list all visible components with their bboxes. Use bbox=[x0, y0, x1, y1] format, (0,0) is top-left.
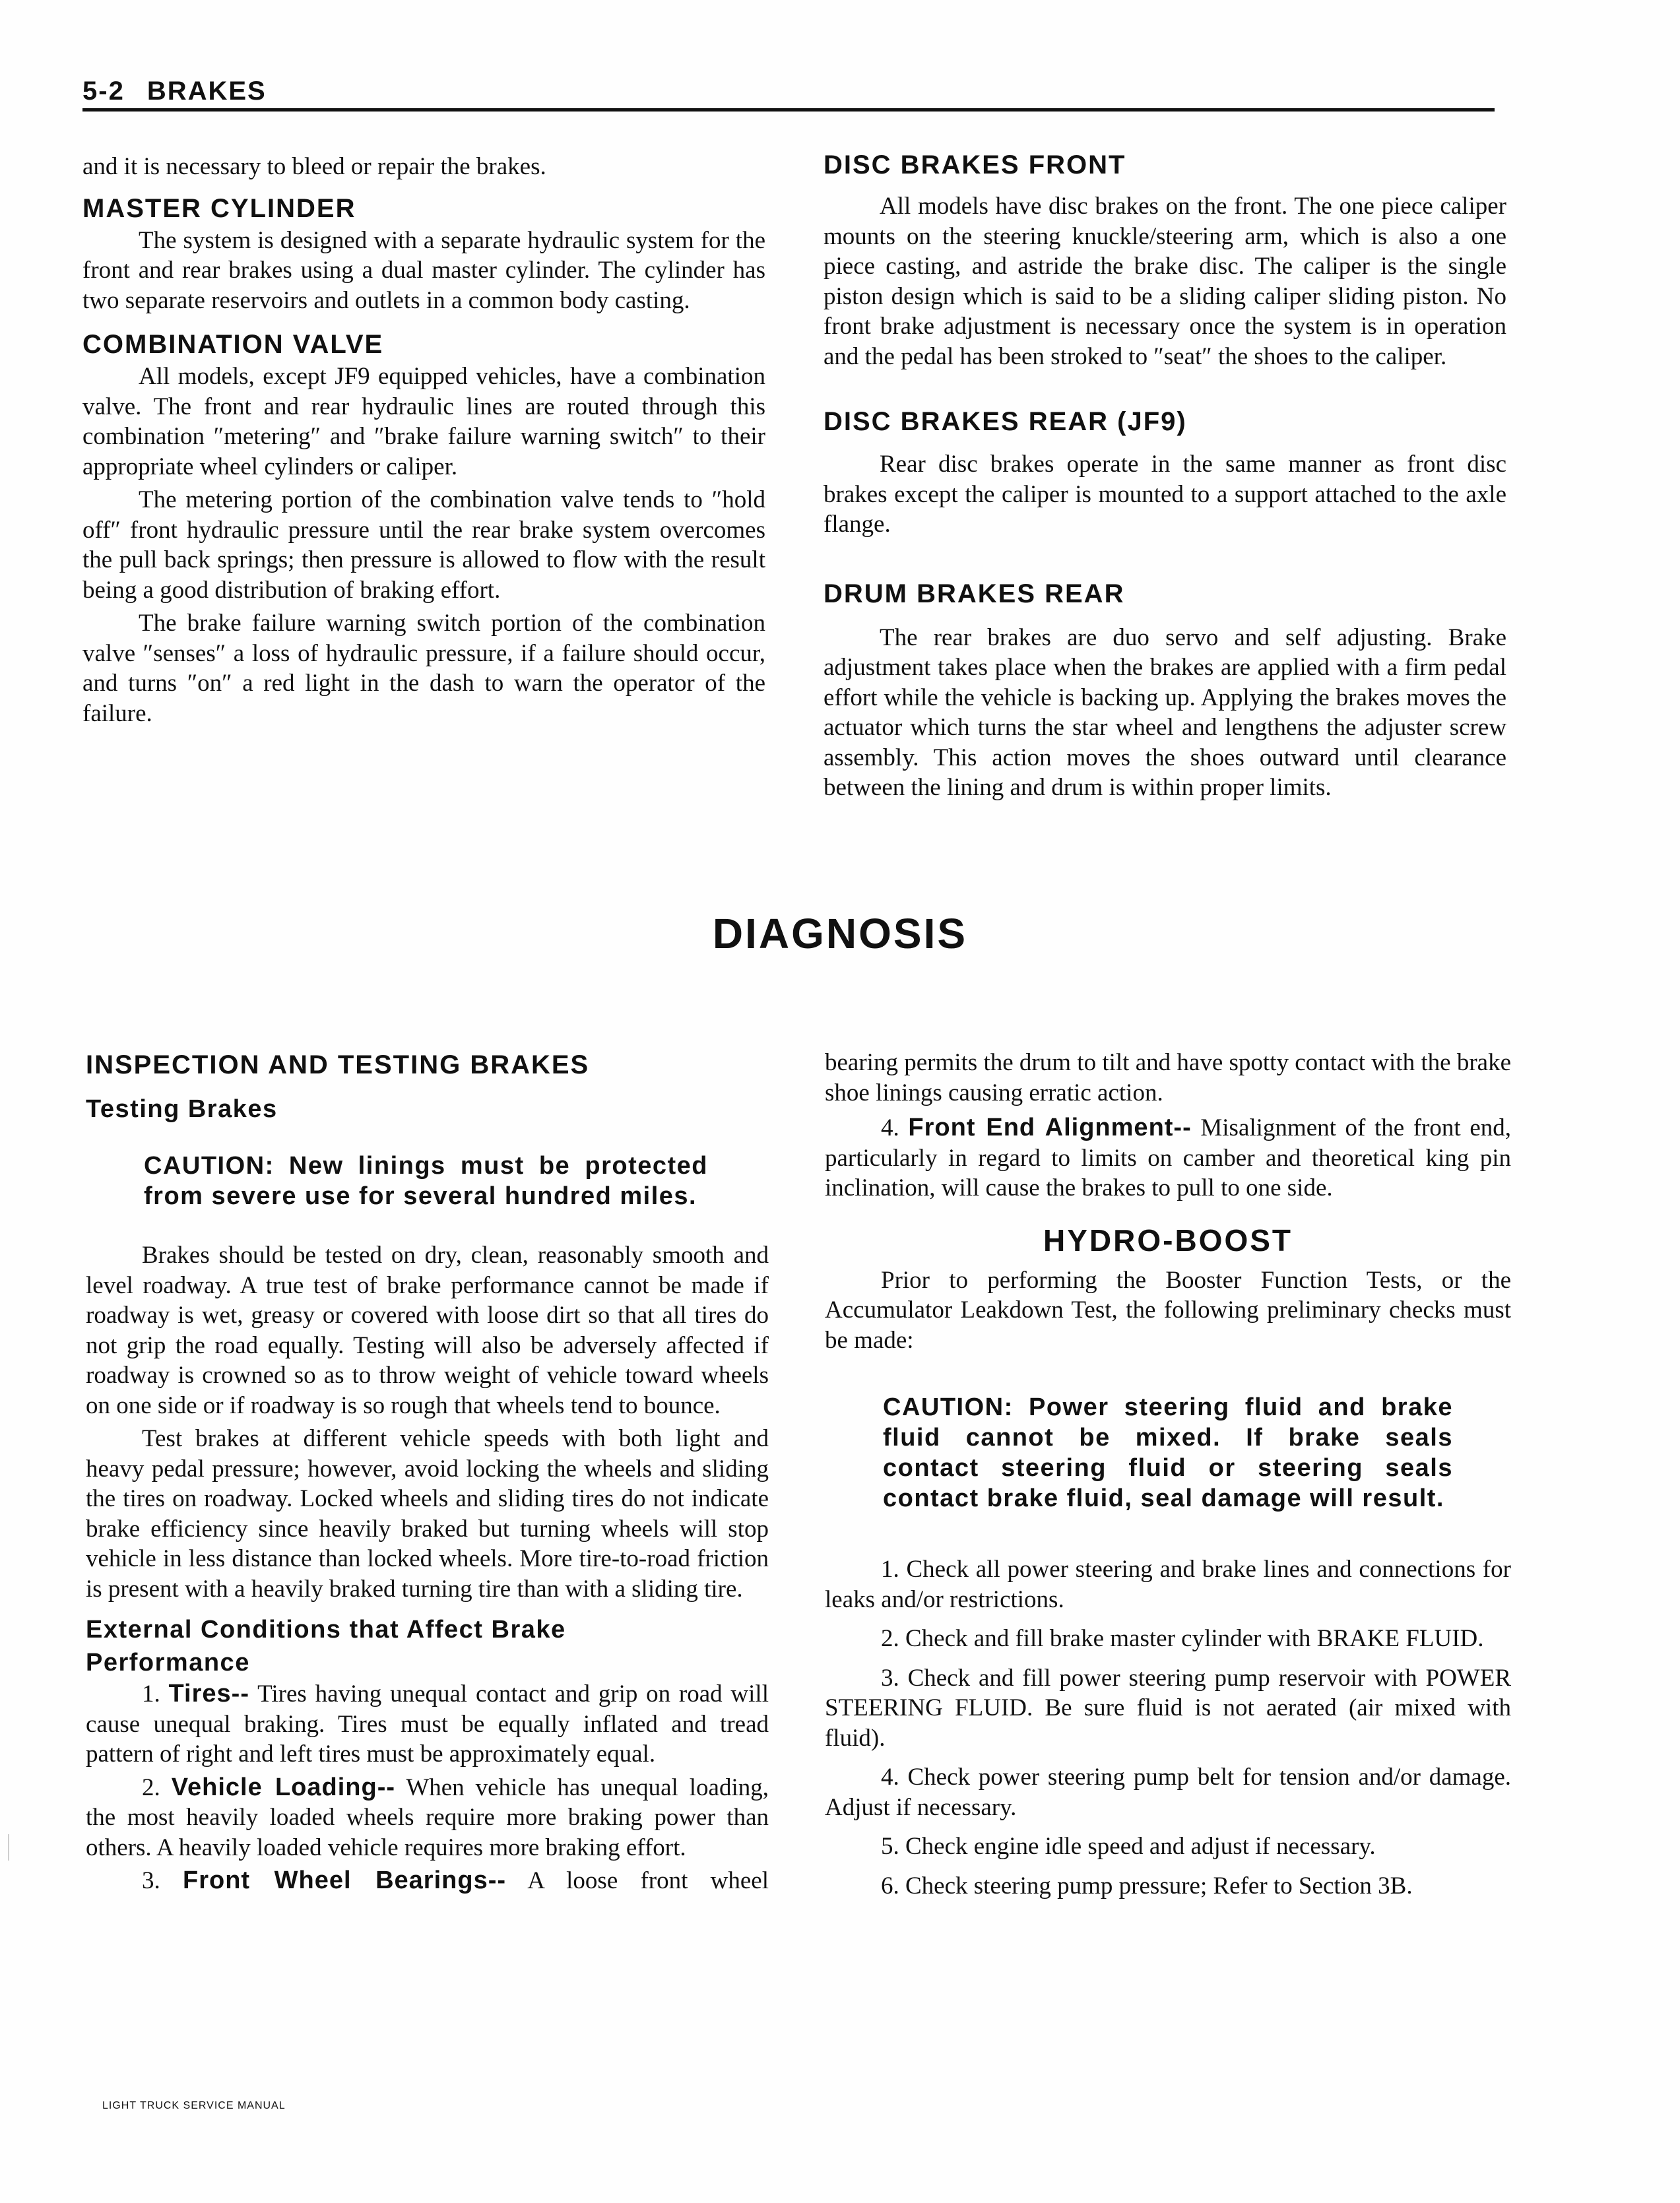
item-label: Front End Alignment-- bbox=[908, 1114, 1192, 1141]
condition-item bbox=[825, 1113, 1511, 1203]
bottom-left-column bbox=[86, 1048, 769, 1896]
scan-margin-mark bbox=[8, 1834, 9, 1861]
paragraph: Test brakes at different vehicle speeds with both light and heavy pedal pressure; however, avoid locking the wheels and sliding the tires on roadway. Locked wheels and sliding tires do not indicate brake efficiency since heavily braked but turning wheels will stop vehicle in less distance than locked wheels. More tire-to-road friction is present with a heavily braked turning tire than with a sliding tire. bbox=[86, 1425, 769, 1603]
bottom-right-column bbox=[825, 1048, 1511, 1901]
item-text: When vehicle has unequal loading, the most heavily loaded wheels require more braking power than others. A heavily loaded vehicle requires more braking effort. bbox=[86, 1773, 769, 1861]
paragraph: The brake failure warning switch portion of the combination valve ″senses″ a loss of hydraulic pressure, if a failure should occur, and turns ″on″ a red light in the dash to warn the operator of the failure. bbox=[82, 610, 765, 727]
continuation-text: bearing permits the drum to tilt and have spotty contact with the brake shoe linings causing erratic action. bbox=[825, 1049, 1511, 1106]
subheading-testing-brakes: Testing Brakes bbox=[86, 1095, 278, 1123]
check-item: 1. Check all power steering and brake lines and connections for leaks and/or restrictions. bbox=[825, 1556, 1511, 1613]
item-text: Tires having unequal contact and grip on road will cause unequal braking. Tires must be equally inflated and tread pattern of right and left tires must be approximately equal. bbox=[86, 1680, 769, 1768]
heading-inspection-testing: INSPECTION AND TESTING BRAKES bbox=[86, 1050, 590, 1079]
paragraph: Rear disc brakes operate in the same manner as front disc brakes except the caliper is mounted to a support attached to the axle flange. bbox=[824, 451, 1506, 538]
caution-fluid-mixing: CAUTION: Power steering fluid and brake fluid cannot be mixed. If brake seals contact steering fluid or steering seals contact brake fluid, seal damage will result. bbox=[883, 1393, 1453, 1512]
heading-hydro-boost: HYDRO-BOOST bbox=[1043, 1223, 1293, 1258]
paragraph: The system is designed with a separate hydraulic system for the front and rear brakes using a dual master cylinder. The cylinder has two separate reservoirs and outlets in a common body casting. bbox=[82, 226, 765, 314]
continuation-text: and it is necessary to bleed or repair the brakes. bbox=[82, 153, 546, 180]
section-title: BRAKES bbox=[146, 77, 267, 106]
paragraph: The rear brakes are duo servo and self adjusting. Brake adjustment takes place when the brakes are applied with a firm pedal effort while the vehicle is backing up. Applying the brakes moves the actuator which turns the star wheel and lengthens the adjuster screw assembly. This action moves the shoes outward until clearance between the lining and drum is within proper limits. bbox=[824, 623, 1506, 801]
top-right-column bbox=[824, 152, 1506, 803]
heading-drum-brakes-rear: DRUM BRAKES REAR bbox=[824, 579, 1125, 608]
top-left-column bbox=[82, 152, 765, 728]
caution-new-linings: CAUTION: New linings must be protected from severe use for several hundred miles. bbox=[144, 1152, 708, 1210]
check-item: 3. Check and fill power steering pump reservoir with POWER STEERING FLUID. Be sure fluid is not aerated (air mixed with fluid). bbox=[825, 1664, 1511, 1752]
heading-disc-brakes-rear: DISC BRAKES REAR (JF9) bbox=[824, 407, 1187, 436]
item-label: Vehicle Loading-- bbox=[171, 1773, 396, 1801]
item-label: Front Wheel Bearings-- bbox=[183, 1867, 507, 1894]
item-number: 4. bbox=[881, 1114, 899, 1141]
page-number: 5-2 bbox=[82, 77, 125, 106]
condition-item bbox=[86, 1866, 769, 1896]
check-item: 5. Check engine idle speed and adjust if necessary. bbox=[881, 1833, 1376, 1860]
footer-manual-title: LIGHT TRUCK SERVICE MANUAL bbox=[102, 2100, 286, 2111]
subheading-line: Performance bbox=[86, 1649, 250, 1676]
item-text: Misalignment of the front end, particularly in regard to limits on camber and theoretical king pin inclination, will cause the brakes to pull to one side. bbox=[825, 1114, 1511, 1201]
item-text: A loose front wheel bbox=[506, 1867, 769, 1894]
header-rule bbox=[82, 108, 1495, 112]
check-item: 4. Check power steering pump belt for tension and/or damage. Adjust if necessary. bbox=[825, 1764, 1511, 1821]
heading-disc-brakes-front: DISC BRAKES FRONT bbox=[824, 150, 1126, 179]
paragraph: Brakes should be tested on dry, clean, reasonably smooth and level roadway. A true test of brake performance cannot be made if roadway is wet, greasy or covered with loose dirt so that all tires do not grip the road equally. Testing will also be adversely affected if roadway is crowned so as to throw weight of vehicle toward wheels on one side or if roadway is so rough that wheels tend to bounce. bbox=[86, 1242, 769, 1419]
paragraph: The metering portion of the combination valve tends to ″hold off″ front hydraulic pressure until the rear brake system overcomes the pull back springs; then pressure is allowed to flow with the result being a good distribution of braking effort. bbox=[82, 486, 765, 604]
subheading-line: External Conditions that Affect Brake bbox=[86, 1616, 566, 1644]
paragraph: All models, except JF9 equipped vehicles, have a combination valve. The front and rear hydraulic lines are routed through this combination ″metering″ and ″brake failure warning switch″ to their appropriate wheel cylinders or caliper. bbox=[82, 363, 765, 480]
running-header bbox=[82, 77, 267, 106]
condition-item bbox=[86, 1773, 769, 1863]
condition-item bbox=[86, 1679, 769, 1770]
heading-combination-valve: COMBINATION VALVE bbox=[82, 330, 384, 359]
subheading-external-conditions bbox=[86, 1613, 769, 1679]
item-number: 2. bbox=[142, 1773, 160, 1801]
item-label: Tires-- bbox=[168, 1680, 249, 1708]
check-item: 6. Check steering pump pressure; Refer to Section 3B. bbox=[881, 1872, 1413, 1900]
paragraph: Prior to performing the Booster Function Tests, or the Accumulator Leakdown Test, the following preliminary checks must be made: bbox=[825, 1266, 1511, 1354]
check-item: 2. Check and fill brake master cylinder with BRAKE FLUID. bbox=[881, 1625, 1484, 1652]
paragraph: All models have disc brakes on the front. The one piece caliper mounts on the steering knuckle/steering arm, which is also a one piece casting, and astride the brake disc. The caliper is the single piston design which is said to be a sliding caliper sliding piston. No front brake adjustment is necessary once the system is in operation and the pedal has been stroked to ″seat″ the shoes to the caliper. bbox=[824, 193, 1506, 370]
heading-master-cylinder: MASTER CYLINDER bbox=[82, 193, 356, 223]
item-number: 1. bbox=[142, 1680, 160, 1708]
item-number: 3. bbox=[142, 1867, 160, 1894]
diagnosis-title: DIAGNOSIS bbox=[712, 910, 968, 957]
